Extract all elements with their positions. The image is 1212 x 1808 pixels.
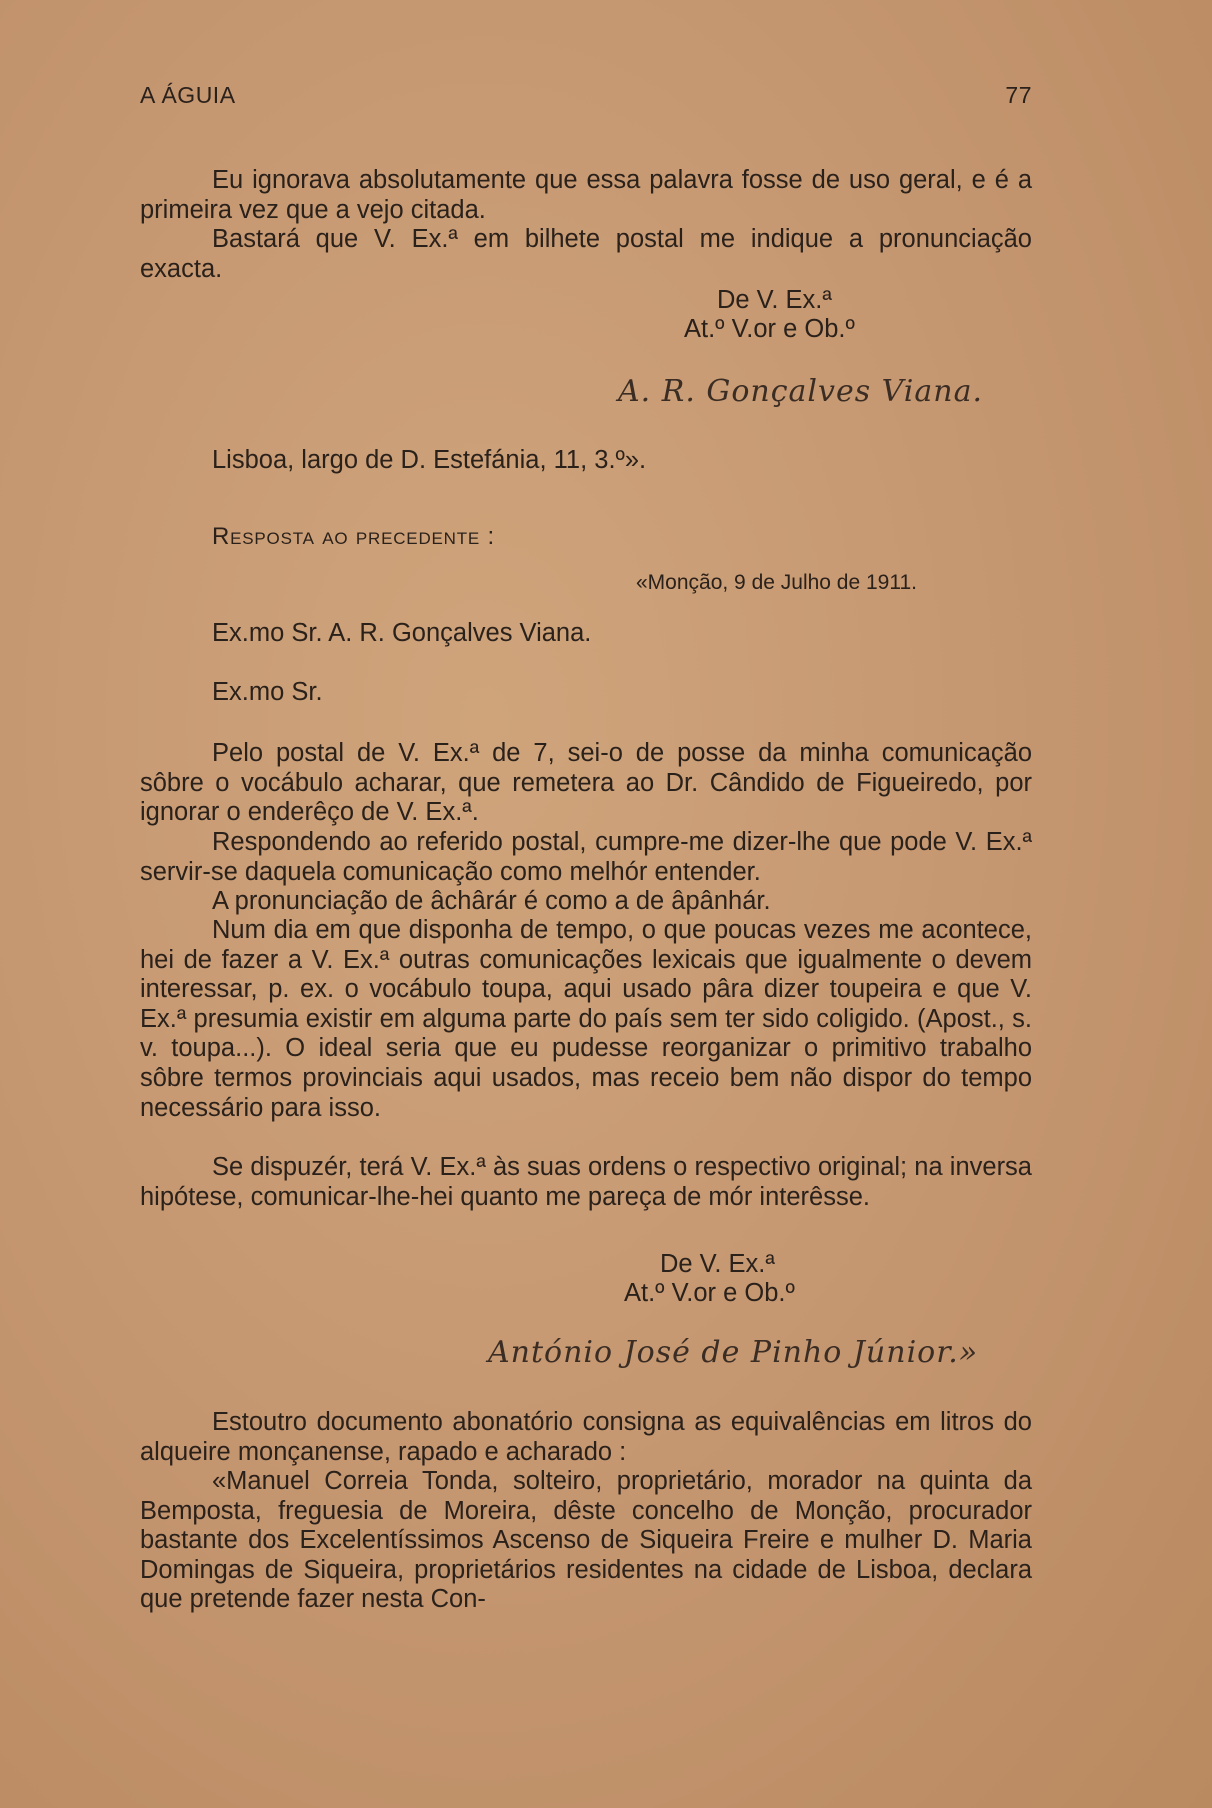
letter1-closing-1: De V. Ex.ª <box>717 286 832 314</box>
letter1-signature: A. R. Gonçalves Viana. <box>618 374 984 409</box>
page-number: 77 <box>1005 82 1032 108</box>
reply-signature: António José de Pinho Júnior.» <box>488 1335 979 1370</box>
letter1-paragraph-2: Bastará que V. Ex.ª em bilhete postal me indique a pronunciação exacta. <box>140 225 1032 283</box>
reply-closing-2: At.º V.or e Ob.º <box>624 1279 795 1307</box>
reply-paragraph-3: A pronunciação de âchârár é como a de âpânhár. <box>212 887 771 915</box>
reply-closing-1: De V. Ex.ª <box>660 1250 775 1278</box>
reply-paragraph-2: Respondendo ao referido postal, cumpre-me dizer-lhe que pode V. Ex.ª servir-se daquela comunicação como melhór entender. <box>140 828 1032 886</box>
reply-heading: Resposta ao precedente : <box>212 523 495 550</box>
reply-paragraph-5: Se dispuzér, terá V. Ex.ª às suas ordens o respectivo original; na inversa hipótese, comunicar-lhe-hei quanto me pareça de mór interêsse. <box>140 1153 1032 1211</box>
reply-salutation: Ex.mo Sr. <box>212 678 323 706</box>
reply-addressee: Ex.mo Sr. A. R. Gonçalves Viana. <box>212 619 592 647</box>
letter1-closing-2: At.º V.or e Ob.º <box>684 315 855 343</box>
running-header <box>140 82 1032 116</box>
journal-title: A ÁGUIA <box>140 82 236 108</box>
section3-paragraph-2: «Manuel Correia Tonda, solteiro, proprietário, morador na quinta da Bemposta, freguesia de Moreira, dêste concelho de Monção, procurador bastante dos Excelentíssimos Ascenso de Siqueira Freire e mulher D. Maria Domingas de Siqueira, proprietários residentes na cidade de Lisboa, declara que pretende fazer nesta Con- <box>140 1467 1032 1614</box>
letter1-address: Lisboa, largo de D. Estefánia, 11, 3.º». <box>212 446 647 474</box>
reply-dateline: «Monção, 9 de Julho de 1911. <box>636 571 917 594</box>
letter1-paragraph-1: Eu ignorava absolutamente que essa palavra fosse de uso geral, e é a primeira vez que a vejo citada. <box>140 166 1032 224</box>
reply-paragraph-4: Num dia em que disponha de tempo, o que poucas vezes me acontece, hei de fazer a V. Ex.ª outras comunicações lexicais que igualmente o devem interessar, p. ex. o vocábulo toupa, aqui usado pâra dizer toupeira e que V. Ex.ª presumia existir em alguma parte do país sem ter sido coligido. (Apost., s. v. toupa...). O ideal seria que eu pudesse reorganizar o primitivo trabalho sôbre termos provinciais aqui usados, mas receio bem não dispor do tempo necessário para isso. <box>140 916 1032 1122</box>
reply-paragraph-1: Pelo postal de V. Ex.ª de 7, sei-o de posse da minha comunicação sôbre o vocábulo acharar, que remetera ao Dr. Cândido de Figueiredo, por ignorar o enderêço de V. Ex.ª. <box>140 739 1032 827</box>
section3-paragraph-1: Estoutro documento abonatório consigna as equivalências em litros do alqueire monçanense, rapado e acharado : <box>140 1408 1032 1466</box>
